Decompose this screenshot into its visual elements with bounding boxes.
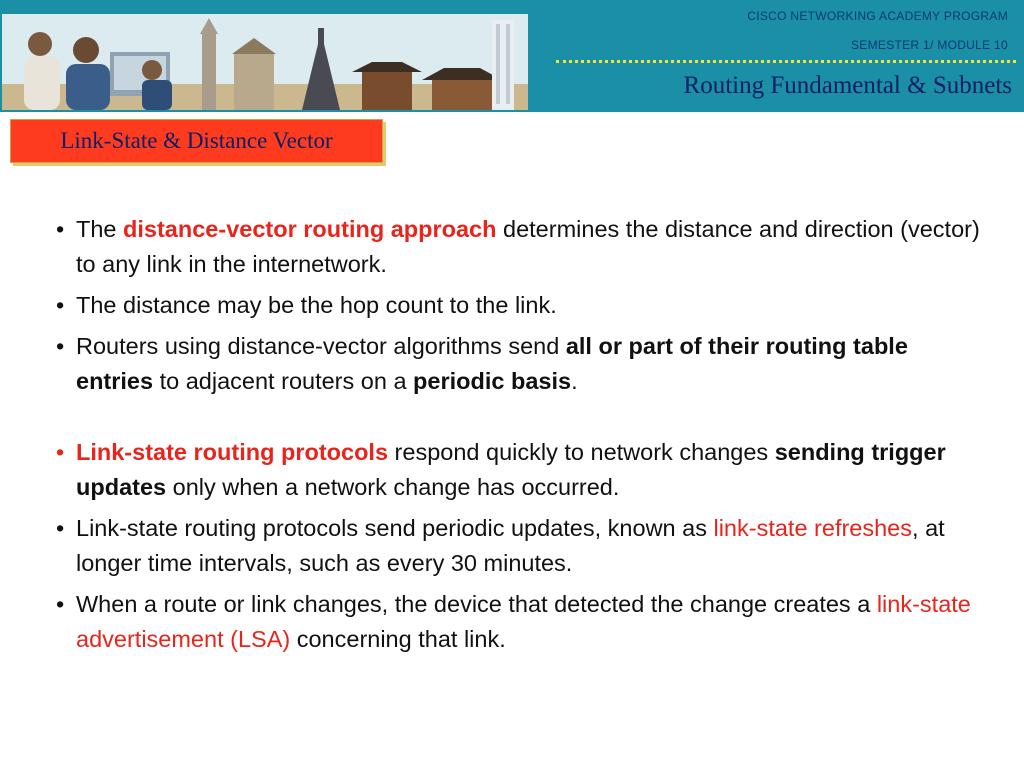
list-item bbox=[56, 435, 986, 505]
dotted-divider bbox=[556, 60, 1016, 63]
section-tab bbox=[10, 119, 383, 163]
bullet-dot-icon: • bbox=[56, 515, 65, 541]
list-item bbox=[56, 587, 986, 657]
bullet-text: concerning that link. bbox=[290, 626, 506, 652]
bullet-list bbox=[56, 212, 986, 663]
bullet-dot-icon: • bbox=[56, 333, 65, 359]
list-item bbox=[56, 288, 986, 323]
list-item bbox=[56, 329, 986, 399]
red-term: link-state advertisement (LSA) bbox=[76, 591, 971, 652]
bullet-text: only when a network change has occurred. bbox=[166, 474, 620, 500]
list-item bbox=[56, 212, 986, 282]
bullet-dot-icon: • bbox=[56, 292, 65, 318]
bullet-text: When a route or link changes, the device that detected the change creates a bbox=[76, 591, 877, 617]
bold-term: periodic basis bbox=[413, 368, 572, 394]
bullet-text: Link-state routing protocols send periodic updates, known as bbox=[76, 515, 714, 541]
highlight-term: distance-vector routing approach bbox=[123, 216, 497, 242]
bullet-text: . bbox=[571, 368, 578, 394]
photo-collage-icon bbox=[2, 14, 528, 110]
slide-title: Routing Fundamental & Subnets bbox=[683, 72, 1012, 99]
bullet-text: respond quickly to network changes bbox=[388, 439, 775, 465]
header-photo-collage bbox=[2, 14, 528, 110]
bullet-text: The bbox=[76, 216, 124, 242]
section-tab-label: Link-State & Distance Vector bbox=[60, 128, 333, 153]
program-name: CISCO NETWORKING ACADEMY PROGRAM bbox=[747, 9, 1008, 23]
bullet-dot-icon: • bbox=[56, 439, 65, 465]
highlight-term: Link-state routing protocols bbox=[76, 439, 389, 465]
bullet-dot-icon: • bbox=[56, 591, 65, 617]
bullet-text: , at longer time intervals, such as every 30 minutes. bbox=[76, 515, 945, 576]
bullet-dot-icon: • bbox=[56, 216, 65, 242]
header-band bbox=[0, 0, 1024, 112]
semester-module: SEMESTER 1/ MODULE 10 bbox=[850, 38, 1008, 52]
bullet-text: The distance may be the hop count to the link. bbox=[76, 292, 557, 318]
bullet-text: Routers using distance-vector algorithms send bbox=[76, 333, 566, 359]
bullet-text: determines the distance and direction (vector) to any link in the internetwork. bbox=[76, 216, 980, 277]
bullet-text: to adjacent routers on a bbox=[153, 368, 414, 394]
bold-term: all or part of their routing table entries bbox=[76, 333, 908, 394]
red-term: link-state refreshes bbox=[713, 515, 913, 541]
list-item bbox=[56, 511, 986, 581]
bold-term: sending trigger updates bbox=[76, 439, 946, 500]
